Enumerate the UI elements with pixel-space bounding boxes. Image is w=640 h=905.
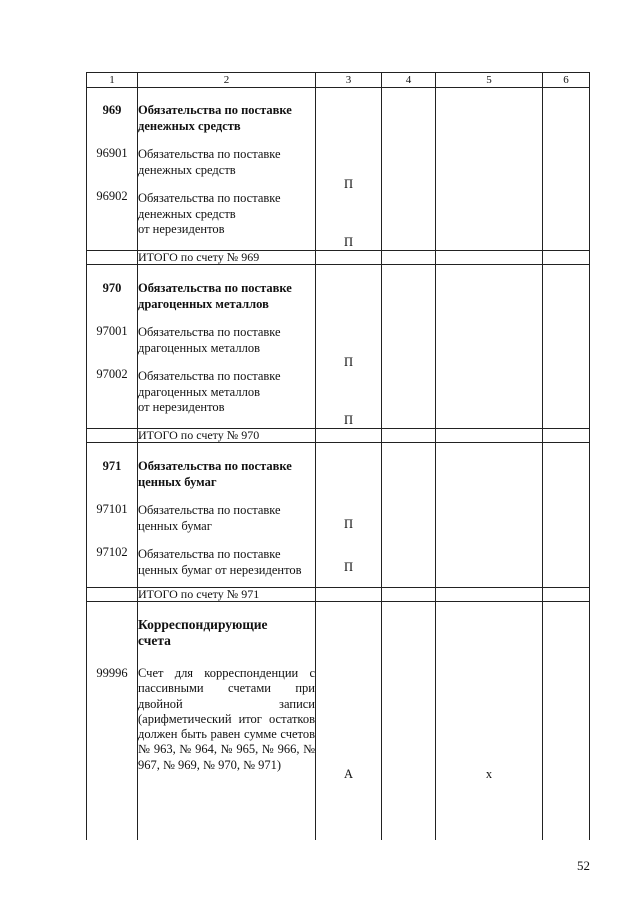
col-2-header: 2	[138, 73, 316, 88]
name-cell	[138, 88, 316, 251]
total-row-970	[87, 429, 590, 443]
col-5-mark-99996: х	[485, 767, 493, 781]
type-mark-96901: П	[343, 177, 354, 191]
account-code-97001: 97001	[96, 324, 128, 338]
col-1-header: 1	[87, 73, 138, 88]
col-4-header: 4	[382, 73, 436, 88]
code-cell	[87, 88, 138, 251]
account-group-970	[87, 265, 590, 429]
corresponding-accounts-title: Корреспондирующие счета	[138, 617, 268, 648]
accounts-table	[86, 72, 590, 840]
col-6-header: 6	[543, 73, 590, 88]
account-code-96902: 96902	[96, 189, 128, 203]
account-name-96901: Обязательства по поставке денежных средств	[138, 147, 281, 177]
account-group-969	[87, 88, 590, 251]
page-number: 52	[577, 858, 590, 873]
name-cell	[138, 265, 316, 429]
account-name-96902: Обязательства по поставке денежных средств от нерезидентов	[138, 191, 281, 236]
total-label-970: ИТОГО по счету № 970	[138, 429, 316, 443]
type-mark-97101: П	[343, 517, 354, 531]
account-title-970: Обязательства по поставке драгоценных металлов	[138, 281, 292, 311]
account-title-969: Обязательства по поставке денежных средств	[138, 103, 292, 133]
mark-cell	[316, 602, 382, 840]
account-code-97102: 97102	[96, 545, 128, 559]
mark-cell	[316, 443, 382, 588]
type-mark-99996: А	[343, 767, 354, 781]
col-3-header: 3	[316, 73, 382, 88]
type-mark-97001: П	[343, 355, 354, 369]
name-cell	[138, 602, 316, 840]
total-row-971	[87, 588, 590, 602]
account-code-971: 971	[102, 459, 122, 473]
account-group-971	[87, 443, 590, 588]
type-mark-97102: П	[343, 560, 354, 574]
code-cell	[87, 602, 138, 840]
account-code-97002: 97002	[96, 367, 128, 381]
account-title-971: Обязательства по поставке ценных бумаг	[138, 459, 292, 489]
type-mark-97002: П	[343, 413, 354, 427]
account-code-96901: 96901	[96, 146, 128, 160]
mark-cell	[316, 265, 382, 429]
total-label-971: ИТОГО по счету № 971	[138, 588, 316, 602]
col-5-header: 5	[436, 73, 543, 88]
account-name-97102: Обязательства по поставке ценных бумаг от нерезидентов	[138, 547, 302, 577]
account-name-99996: Счет для корреспонденции с пассивными счетами при двойной записи (арифметический итог остатков должен быть равен сумме счетов № 963, № 964, № 965, № 966, № 967, № 969, № 970, № 971)	[138, 666, 315, 772]
name-cell	[138, 443, 316, 588]
column-number-header	[87, 73, 590, 88]
account-code-97101: 97101	[96, 502, 128, 516]
account-name-97001: Обязательства по поставке драгоценных металлов	[138, 325, 281, 355]
account-name-97002: Обязательства по поставке драгоценных металлов от нерезидентов	[138, 369, 281, 414]
mark-cell	[316, 88, 382, 251]
col-5-cell	[436, 602, 543, 840]
code-cell	[87, 443, 138, 588]
account-code-969: 969	[102, 103, 122, 117]
total-label-969: ИТОГО по счету № 969	[138, 251, 316, 265]
code-cell	[87, 265, 138, 429]
account-code-99996: 99996	[96, 666, 128, 680]
account-name-97101: Обязательства по поставке ценных бумаг	[138, 503, 281, 533]
account-code-970: 970	[102, 281, 122, 295]
corresponding-accounts-group	[87, 602, 590, 840]
total-row-969	[87, 251, 590, 265]
type-mark-96902: П	[343, 235, 354, 249]
